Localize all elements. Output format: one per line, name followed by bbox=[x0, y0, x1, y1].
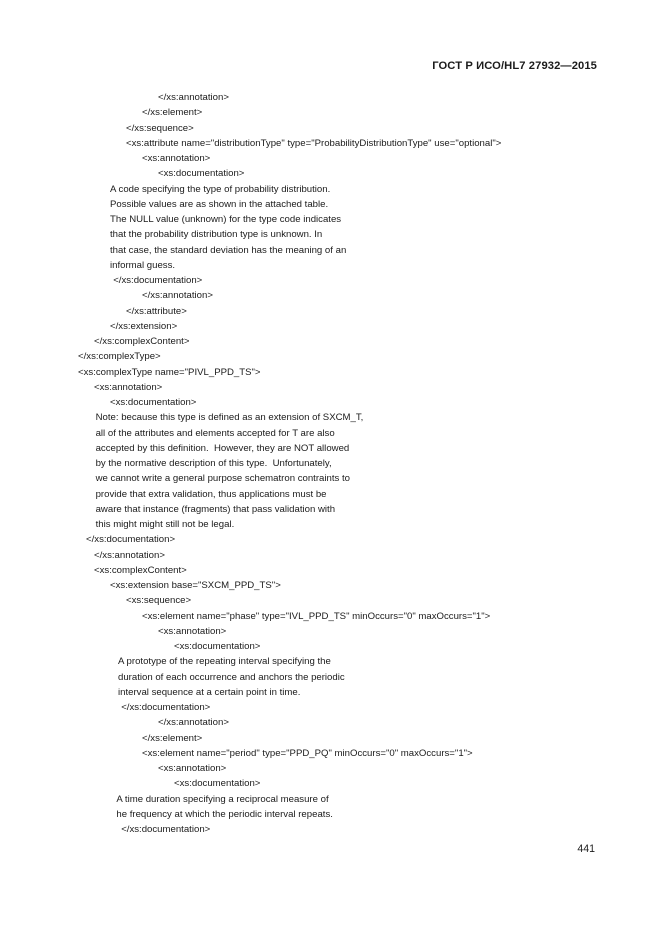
code-line: Possible values are as shown in the attached table. bbox=[110, 198, 329, 210]
code-line: </xs:annotation> bbox=[158, 92, 229, 103]
code-line: <xs:sequence> bbox=[126, 595, 192, 607]
code-line: </xs:documentation> bbox=[121, 702, 211, 713]
code-line: A prototype of the repeating interval specifying the bbox=[118, 656, 331, 668]
code-line: <xs:annotation> bbox=[158, 625, 227, 637]
code-line: we cannot write a general purpose schematron contraints to bbox=[95, 473, 350, 485]
code-line: all of the attributes and elements accepted for T are also bbox=[95, 427, 335, 439]
code-line: </xs:extension> bbox=[110, 320, 178, 332]
code-line: <xs:documentation> bbox=[174, 641, 261, 652]
code-line: <xs:annotation> bbox=[142, 153, 211, 164]
code-line: <xs:documentation> bbox=[110, 397, 197, 408]
code-line: <xs:annotation> bbox=[94, 381, 163, 393]
code-line: A code specifying the type of probability distribution. bbox=[110, 183, 331, 195]
code-line: <xs:element name="phase" type="IVL_PPD_TS" minOccurs="0" maxOccurs="1"> bbox=[142, 610, 491, 622]
code-line: interval sequence at a certain point in time. bbox=[118, 686, 301, 698]
code-line: <xs:extension base="SXCM_PPD_TS"> bbox=[110, 580, 281, 591]
code-line: </xs:documentation> bbox=[86, 534, 176, 546]
code-line: aware that instance (fragments) that pass validation with bbox=[95, 503, 336, 515]
code-line: this might might still not be legal. bbox=[95, 519, 235, 530]
code-line: <xs:attribute name="distributionType" type="ProbabilityDistributionType" use="optional"> bbox=[126, 137, 502, 149]
code-line: <xs:annotation> bbox=[158, 763, 227, 774]
document-header: ГОСТ Р ИСО/HL7 27932—2015 bbox=[432, 60, 597, 72]
code-line: </xs:complexType> bbox=[78, 351, 161, 363]
code-line: <xs:element name="period" type="PPD_PQ" minOccurs="0" maxOccurs="1"> bbox=[142, 747, 473, 759]
code-line: A time duration specifying a reciprocal measure of bbox=[116, 793, 329, 805]
code-line: that the probability distribution type is unknown. In bbox=[110, 229, 323, 241]
code-line: provide that extra validation, thus applications must be bbox=[95, 488, 327, 500]
code-line: </xs:element> bbox=[142, 107, 203, 119]
code-line: duration of each occurrence and anchors the periodic bbox=[118, 671, 345, 683]
code-line: accepted by this definition. However, they are NOT allowed bbox=[95, 442, 350, 454]
code-line: </xs:annotation> bbox=[158, 717, 229, 729]
code-line: </xs:documentation> bbox=[121, 824, 211, 835]
code-line: Note: because this type is defined as an extension of SXCM_T, bbox=[95, 412, 364, 424]
code-line: The NULL value (unknown) for the type code indicates bbox=[110, 214, 342, 225]
code-line: <xs:complexType name="PIVL_PPD_TS"> bbox=[78, 366, 261, 378]
code-line: </xs:annotation> bbox=[94, 549, 165, 561]
code-line: by the normative description of this type. Unfortunately, bbox=[95, 458, 332, 469]
code-line: he frequency at which the periodic interval repeats. bbox=[116, 808, 333, 820]
page-number: 441 bbox=[577, 843, 595, 855]
code-line: informal guess. bbox=[110, 259, 176, 271]
code-line: that case, the standard deviation has the meaning of an bbox=[110, 244, 347, 256]
code-line: </xs:sequence> bbox=[126, 122, 194, 134]
code-line: <xs:complexContent> bbox=[94, 564, 187, 576]
code-line: </xs:documentation> bbox=[113, 275, 203, 286]
code-line: <xs:documentation> bbox=[174, 778, 261, 790]
code-line: <xs:documentation> bbox=[158, 168, 245, 180]
code-line: </xs:annotation> bbox=[142, 290, 213, 302]
code-line: </xs:attribute> bbox=[126, 305, 187, 317]
code-line: </xs:element> bbox=[142, 732, 203, 744]
code-line: </xs:complexContent> bbox=[94, 336, 190, 347]
